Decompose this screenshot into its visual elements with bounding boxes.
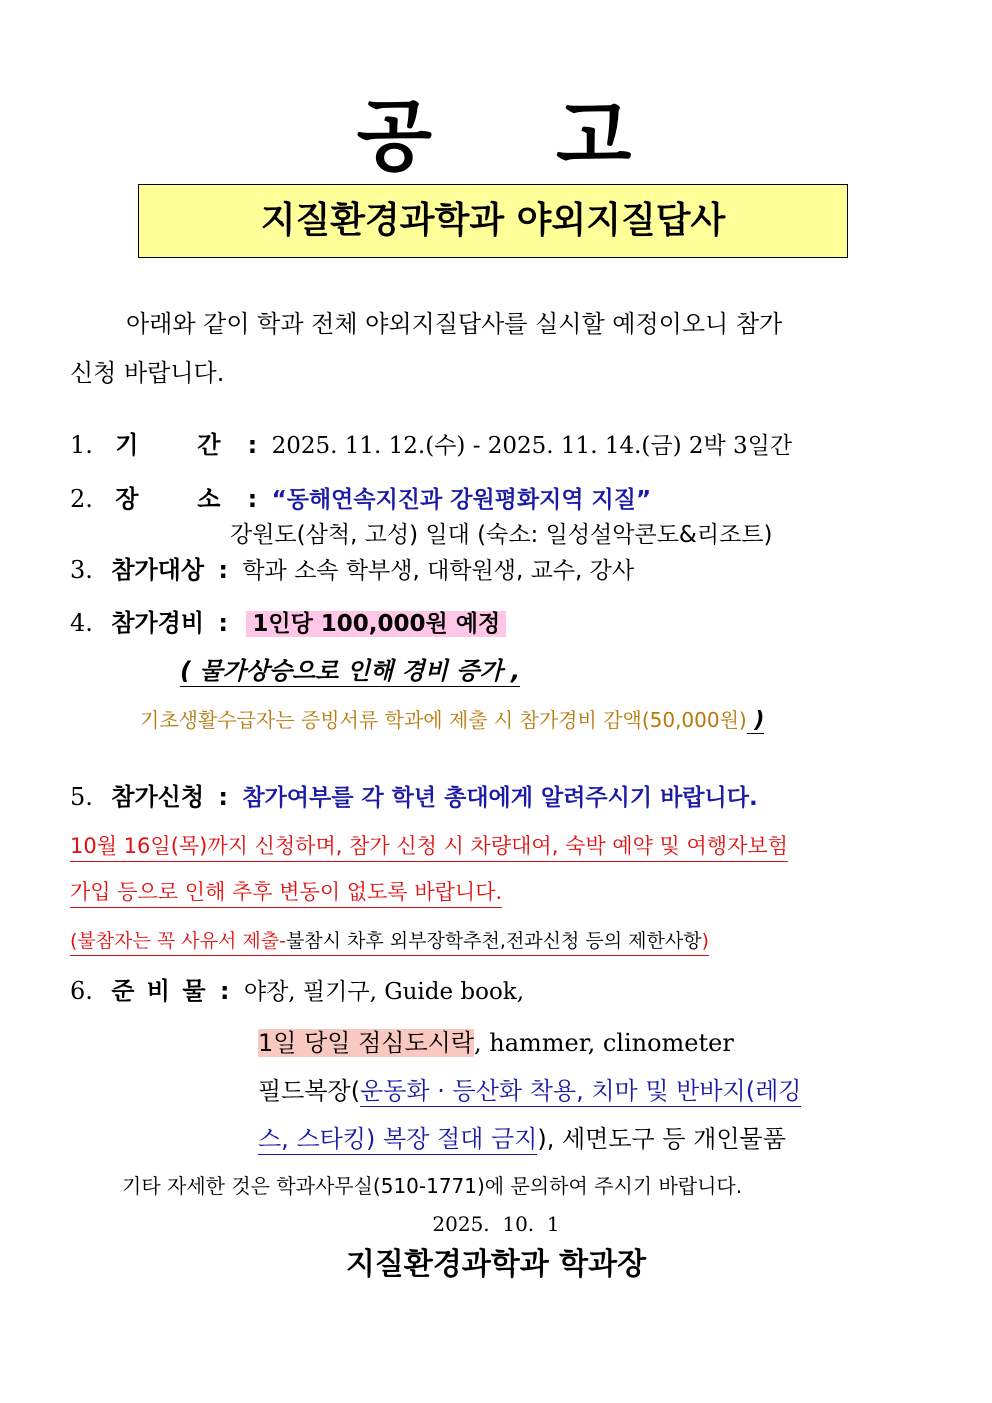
item-apply-label: 참가신청 [111,783,205,811]
item-prep-line-3-b: 운동화 · 등산화 착용, 치마 및 반바지(레깅 [360,1077,802,1105]
item-period-value: 2025. 11. 12.(수) - 2025. 11. 14.(금) 2박 3일간 [271,433,793,459]
item-prep-value: 야장, 필기구, Guide book, [243,979,525,1005]
item-fee-note-2-close: ) [746,708,765,733]
item-prep-label: 준 비 물 [111,977,208,1005]
item-target-label: 참가대상 [111,556,205,584]
item-prep-line-4-b: 스, 스타킹) 복장 절대 금지 [258,1125,538,1153]
footer-note: 기타 자세한 것은 학과사무실(510-1771)에 문의하여 주시기 바랍니다. [122,1174,743,1198]
item-apply [70,782,758,813]
item-place-sub: 강원도(삼척, 고성) 일대 (숙소: 일성설악콘도&리조트) [230,522,773,548]
item-period-label-a: 기 [115,431,139,459]
item-apply-red-1: 10월 16일(목)까지 신청하며, 참가 신청 시 차량대여, 숙박 예약 및 여행자보험 [70,832,788,862]
item-period-label-b: 간 [197,431,221,459]
item-target-value: 학과 소속 학부생, 대학원생, 교수, 강사 [242,558,635,584]
item-apply-colon: : [218,783,228,811]
item-apply-red-2: 가입 등으로 인해 추후 변동이 없도록 바랍니다. [70,878,502,908]
item-prep-line-3-a: 필드복장( [258,1077,361,1105]
item-fee-note-2 [140,705,764,736]
item-apply-red-3-c: ) [701,930,709,952]
title-part-1: 공 [356,92,436,182]
item-apply-num: 5. [70,783,93,811]
item-fee [70,608,506,639]
item-place-label-a: 장 [115,485,139,513]
item-place-label-b: 소 [197,485,221,513]
item-apply-red-3 [70,928,709,956]
item-prep-num: 6. [70,977,93,1005]
item-prep-line-4 [258,1124,786,1154]
item-target-colon: : [218,556,228,584]
item-fee-num: 4. [70,609,93,637]
item-prep-line-2 [258,1028,734,1058]
item-target-num: 3. [70,556,93,584]
item-prep-line-4-c: ), 세면도구 등 개인물품 [537,1125,786,1153]
item-period-colon: : [247,431,258,459]
item-prep-colon: : [219,977,230,1005]
item-apply-value: 참가여부를 각 학년 총대에게 알려주시기 바랍니다. [242,785,758,811]
item-prep-line-2-highlight: 1일 당일 점심도시락 [258,1029,474,1057]
item-place-num: 2. [70,485,93,513]
signature: 지질환경과학과 학과장 [345,1247,647,1282]
intro-line-2: 신청 바랍니다. [70,359,225,387]
item-fee-note-2-text: 기초생활수급자는 증빙서류 학과에 제출 시 참가경비 감액(50,000원) [140,708,747,732]
subject-banner: 지질환경과학과 야외지질답사 [138,184,848,258]
item-fee-value: 1인당 100,000원 예정 [246,611,506,637]
item-place-colon: : [247,485,258,513]
item-fee-label: 참가경비 [111,609,205,637]
item-place [70,484,651,515]
issue-date: 2025. 10. 1 [432,1212,560,1236]
title-part-2: 고 [556,92,636,182]
item-apply-red-3-a: (불참자는 꼭 사유서 제출- [70,930,286,952]
item-place-value: “동해연속지진과 강원평화지역 지질” [271,487,652,513]
item-apply-red-3-b: 불참시 차후 외부장학추천,전과신청 등의 제한사항 [285,930,702,952]
item-prep-line-3 [258,1076,801,1106]
page-title [0,92,992,182]
item-fee-note-1: ( 물가상승으로 인해 경비 증가 , [180,657,521,685]
item-target [70,555,634,586]
item-prep-line-2-rest: , hammer, clinometer [474,1029,734,1057]
intro-line-1: 아래와 같이 학과 전체 야외지질답사를 실시할 예정이오니 참가 [126,310,783,338]
item-prep [70,976,524,1007]
item-period [70,430,792,461]
item-fee-colon: : [218,609,228,637]
item-period-num: 1. [70,431,93,459]
